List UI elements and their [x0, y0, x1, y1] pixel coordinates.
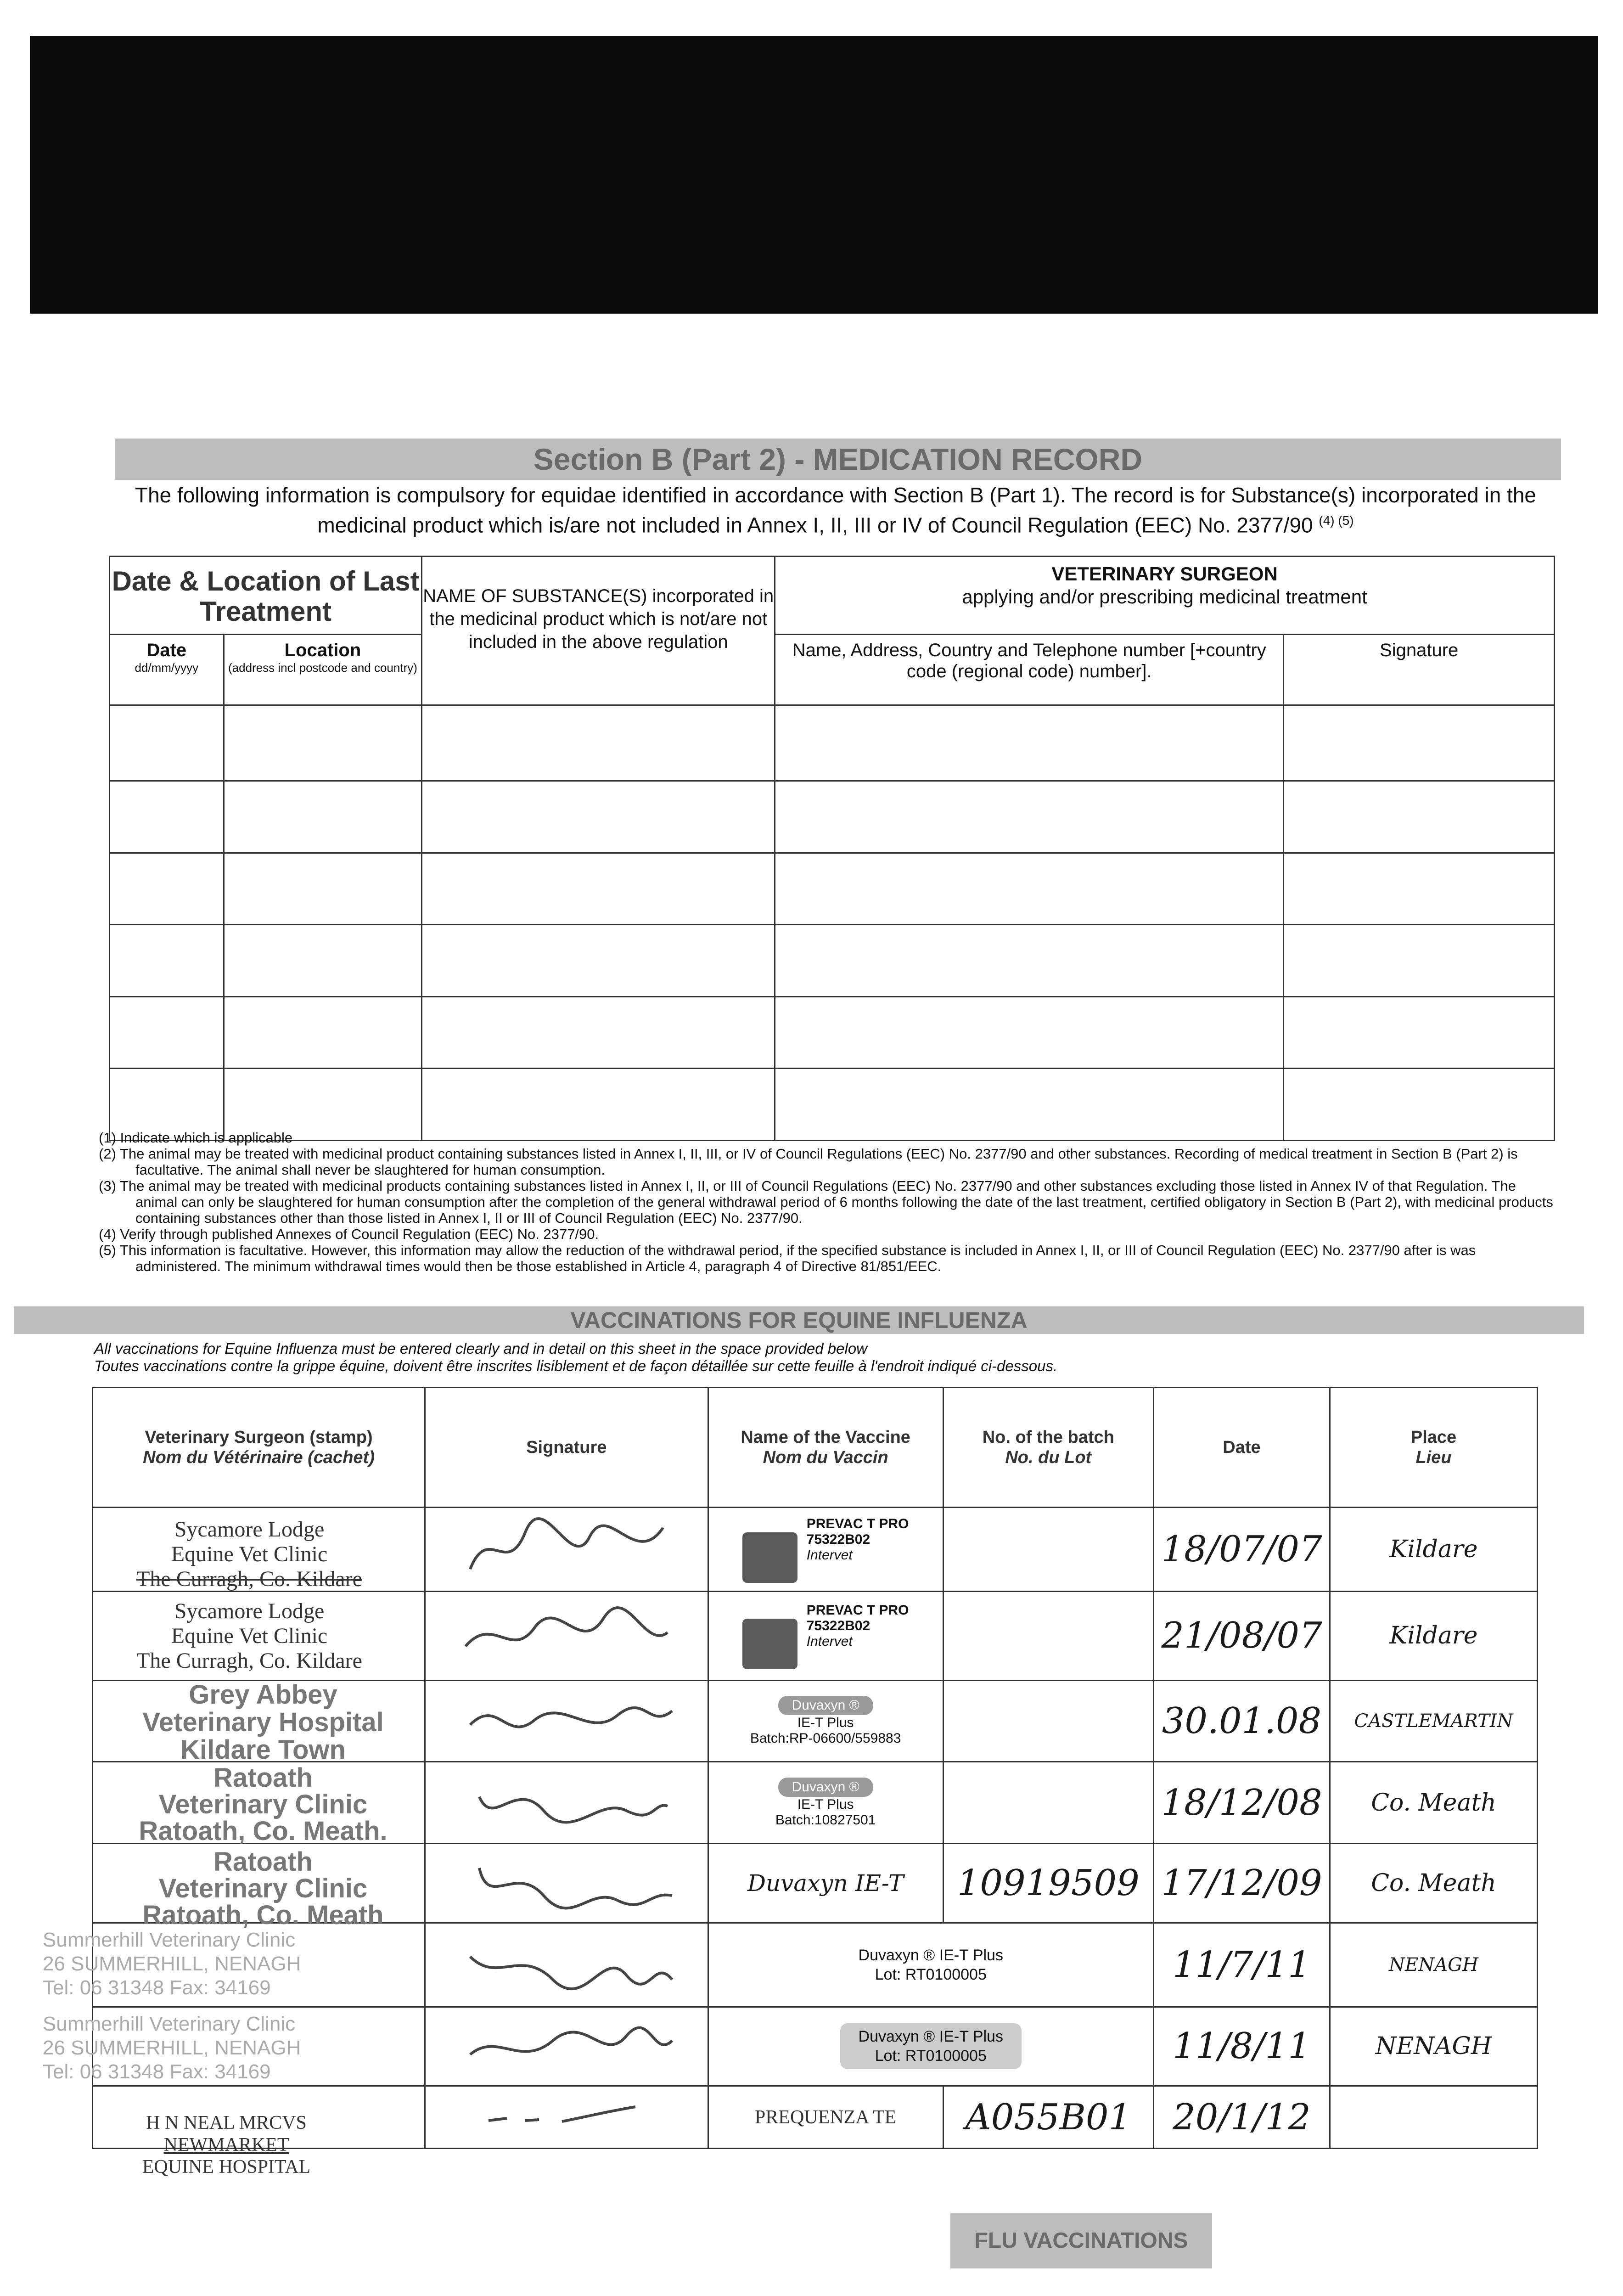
substance-header: NAME OF SUBSTANCE(S) incorporated in the medicinal product which is not/are not included in the above regulation	[422, 557, 775, 705]
stamp-line: H N NEAL MRCVS	[146, 2112, 307, 2134]
med-cell[interactable]	[110, 705, 224, 781]
vaccination-place: Co. Meath	[1371, 1869, 1496, 1897]
flu-batch-header-fr: No. du Lot	[1005, 1448, 1092, 1468]
stamp-line: Veterinary Clinic	[158, 1874, 368, 1904]
med-cell[interactable]	[110, 925, 224, 997]
flu-date-header: Date	[1153, 1388, 1330, 1508]
vaccine-logo-icon	[742, 1532, 797, 1583]
vaccination-place: NENAGH	[1375, 2032, 1492, 2060]
stamp-line: Kildare Town	[180, 1734, 346, 1765]
vaccine-brand: Batch:RP-06600/559883	[750, 1731, 901, 1746]
location-note: (address incl postcode and country)	[228, 660, 417, 675]
vaccination-date: 30.01.08	[1162, 1700, 1322, 1742]
flu-intro-en: All vaccinations for Equine Influenza must be entered clearly and in detail on this sheet in the space provided below	[94, 1340, 868, 1357]
place-cell	[1330, 1762, 1538, 1844]
med-cell[interactable]	[775, 996, 1284, 1069]
stamp-line: Equine Vet Clinic	[171, 1542, 328, 1567]
footnote: (1) Indicate which is applicable	[99, 1130, 293, 1146]
batch-cell	[943, 1762, 1153, 1844]
stamp-line: Veterinary Hospital	[142, 1707, 384, 1737]
place-cell	[1330, 1508, 1538, 1592]
stamp-line: Summerhill Veterinary Clinic	[43, 2012, 296, 2035]
flu-row	[93, 2086, 1538, 2149]
vet-stamp	[93, 1679, 425, 1765]
stamp-line: Ratoath, Co. Meath	[142, 1900, 384, 1930]
batch-number: A055B01	[965, 2096, 1132, 2138]
med-cell[interactable]	[224, 781, 422, 853]
flu-signature-header: Signature	[425, 1388, 708, 1508]
med-cell[interactable]	[775, 705, 1284, 781]
stamp-line: Ratoath, Co. Meath.	[139, 1816, 387, 1846]
date-cell	[1153, 1844, 1330, 1923]
place-cell	[1330, 2007, 1538, 2086]
stamp-line: 26 SUMMERHILL, NENAGH	[43, 1952, 301, 1975]
footnote: (2) The animal may be treated with medicinal product containing substances listed in Annex I, II, III, or IV of Council Regulations (EEC) No. 2377/90 and other substances. Recording of medical treatment in Section B (Part 2) is facultative. The animal shall never be slaughtered for human consumption.	[99, 1146, 1518, 1178]
location-label: Location	[284, 640, 361, 660]
stamp-line: EQUINE HOSPITAL	[142, 2156, 311, 2178]
signature-header: Signature	[1284, 634, 1555, 705]
med-cell[interactable]	[422, 925, 775, 997]
handwritten-signature-icon	[452, 1850, 681, 1914]
vaccination-place: Kildare	[1389, 1622, 1478, 1650]
date-cell	[1153, 1762, 1330, 1844]
vet-stamp	[43, 2007, 425, 2086]
section-title: Section B (Part 2) - MEDICATION RECORD	[115, 439, 1561, 480]
intro-body: The following information is compulsory for equidae identified in accordance with Section B (Part 1). The record is for Substance(s) incorporated in the medicinal product which is/are not included in Annex I, II, III or IV of Council Regulation (EEC) No. 2377/90	[135, 483, 1536, 537]
batch-cell	[943, 1508, 1153, 1592]
place-cell	[1330, 1923, 1538, 2007]
med-cell[interactable]	[224, 853, 422, 925]
vet-header-title: VETERINARY SURGEON	[1051, 563, 1278, 585]
signature-cell[interactable]	[425, 1592, 708, 1680]
stamp-line: The Curragh, Co. Kildare	[136, 1567, 362, 1592]
vaccine-cell	[708, 1680, 943, 1762]
batch-cell	[943, 1844, 1153, 1923]
vaccination-date: 17/12/09	[1161, 1862, 1322, 1904]
flu-batch-header-en: No. of the batch	[982, 1428, 1114, 1447]
handwritten-signature-icon	[452, 2013, 681, 2077]
flu-place-header-fr: Lieu	[1415, 1448, 1452, 1468]
handwritten-signature-icon	[452, 2093, 681, 2139]
vaccine-name: Duvaxyn IE-T	[747, 1869, 904, 1896]
date-cell	[1153, 1680, 1330, 1762]
vaccine-cell	[708, 2086, 943, 2149]
signature-cell[interactable]	[425, 2007, 708, 2086]
vet-name-header: Name, Address, Country and Telephone number [+country code (regional code) number].	[775, 634, 1284, 705]
flu-vet-header-en: Veterinary Surgeon (stamp)	[145, 1428, 373, 1447]
handwritten-signature-icon	[452, 1514, 681, 1583]
med-cell[interactable]	[1284, 705, 1555, 781]
flu-vaccination-table	[43, 1387, 1538, 2178]
vaccine-logo-icon	[742, 1619, 797, 1669]
place-cell	[1330, 2086, 1538, 2149]
vaccination-date: 11/8/11	[1173, 2026, 1311, 2067]
vaccination-date: 18/12/08	[1161, 1782, 1322, 1823]
footnote: (3) The animal may be treated with medicinal products containing substances listed in Annex I, II, or III of Council Regulations (EEC) No. 2377/90 and other substances excluding those listed in Annex IV of that Regulation. The animal can only be slaughtered for human consumption after the completion of the general withdrawal period of 6 months following the date of the last treatment, certified obligatory in Section B (Part 2), with medicinal products containing substances other than those listed in Annex I, II or III of Council Regulation (EEC) No. 2377/90.	[99, 1178, 1553, 1226]
handwritten-signature-icon	[452, 1929, 681, 1998]
med-cell[interactable]	[422, 996, 775, 1069]
date-cell	[1153, 1592, 1330, 1680]
vet-stamp	[93, 1592, 425, 1680]
intro-refs: (4) (5)	[1319, 513, 1354, 528]
stamp-line: Tel: 06 31348 Fax: 34169	[43, 1976, 271, 1999]
vaccination-place: CASTLEMARTIN	[1354, 1711, 1513, 1732]
redacted-header	[30, 36, 1598, 314]
place-cell	[1330, 1844, 1538, 1923]
flu-row	[93, 1923, 1538, 2007]
location-col-header	[224, 634, 422, 705]
flu-section-title: VACCINATIONS FOR EQUINE INFLUENZA	[14, 1306, 1584, 1334]
footnote: (4) Verify through published Annexes of Council Regulation (EEC) No. 2377/90.	[99, 1226, 599, 1242]
vaccine-cell	[708, 1508, 943, 1592]
handwritten-signature-icon	[452, 1688, 681, 1752]
signature-cell[interactable]	[425, 2086, 708, 2149]
vaccine-cell	[708, 1923, 1153, 2007]
signature-cell[interactable]	[425, 1762, 708, 1844]
stamp-line: Ratoath	[213, 1847, 313, 1877]
vaccination-date: 21/08/07	[1161, 1615, 1322, 1657]
flu-intro-fr: Toutes vaccinations contre la grippe équine, doivent être inscrites lisiblement et de façon détaillée sur cette feuille à l'endroit indiqué ci-dessous.	[94, 1357, 1058, 1374]
vaccine-code: Lot: RT0100005	[875, 2047, 987, 2065]
stamp-line: Ratoath	[213, 1763, 313, 1793]
vaccination-date: 20/1/12	[1173, 2096, 1311, 2138]
signature-cell[interactable]	[425, 1844, 708, 1923]
vaccine-name: Duvaxyn ®	[778, 1696, 873, 1715]
date-cell	[1153, 2086, 1330, 2149]
flu-vet-header	[93, 1388, 425, 1508]
date-cell	[1153, 1923, 1330, 2007]
flu-place-header	[1330, 1388, 1538, 1508]
vaccine-name: PREVAC T PRO	[806, 1516, 909, 1531]
med-cell[interactable]	[775, 853, 1284, 925]
vaccine-code: IE-T Plus	[797, 1715, 854, 1731]
vaccine-cell	[708, 1762, 943, 1844]
med-cell[interactable]	[1284, 996, 1555, 1069]
med-cell[interactable]	[110, 781, 224, 853]
stamp-line: Summerhill Veterinary Clinic	[43, 1928, 296, 1951]
stamp-line: Equine Vet Clinic	[171, 1624, 328, 1649]
vet-stamp	[93, 2086, 425, 2178]
vaccination-place: Kildare	[1389, 1536, 1478, 1564]
signature-cell[interactable]	[425, 1680, 708, 1762]
vaccine-brand: Intervet	[806, 1634, 853, 1649]
med-cell[interactable]	[110, 853, 224, 925]
flu-vaccine-header-en: Name of the Vaccine	[741, 1428, 910, 1447]
handwritten-signature-icon	[452, 1769, 681, 1834]
stamp-line: Sycamore Lodge	[174, 1517, 325, 1542]
flu-vaccinations-footer: FLU VACCINATIONS	[950, 2213, 1212, 2268]
stamp-line: 26 SUMMERHILL, NENAGH	[43, 2036, 301, 2059]
batch-number: 10919509	[957, 1862, 1140, 1904]
med-cell[interactable]	[422, 705, 775, 781]
flu-row	[93, 1762, 1538, 1844]
flu-vet-header-fr: Nom du Vétérinaire (cachet)	[143, 1448, 375, 1468]
stamp-line: NEWMARKET	[163, 2134, 289, 2156]
stamp-line: Tel: 06 31348 Fax: 34169	[43, 2060, 271, 2083]
vaccination-date: 18/07/07	[1161, 1529, 1322, 1570]
med-cell[interactable]	[422, 853, 775, 925]
intro-text	[106, 482, 1566, 538]
med-cell[interactable]	[1284, 925, 1555, 997]
date-label: Date	[146, 640, 187, 660]
med-cell[interactable]	[224, 996, 422, 1069]
flu-row	[93, 1508, 1538, 1592]
med-cell[interactable]	[1284, 781, 1555, 853]
vaccine-name: PREQUENZA TE	[754, 2106, 897, 2128]
flu-intro	[94, 1340, 1471, 1375]
date-format: dd/mm/yyyy	[135, 660, 199, 675]
med-cell[interactable]	[110, 996, 224, 1069]
vaccine-brand: Intervet	[806, 1547, 853, 1563]
vaccine-code: 75322B02	[806, 1531, 870, 1547]
stamp-line: Grey Abbey	[189, 1679, 337, 1710]
flu-row	[93, 2007, 1538, 2086]
stamp-line: Sycamore Lodge	[174, 1599, 325, 1624]
vaccine-name: Duvaxyn ® IE-T Plus	[858, 2028, 1003, 2046]
med-cell[interactable]	[775, 781, 1284, 853]
flu-batch-header	[943, 1388, 1153, 1508]
footnotes	[99, 1130, 1559, 1274]
vaccine-name: PREVAC T PRO	[806, 1603, 909, 1618]
med-cell[interactable]	[224, 705, 422, 781]
flu-vaccine-header-fr: Nom du Vaccin	[763, 1448, 888, 1468]
med-cell[interactable]	[1284, 853, 1555, 925]
place-cell	[1330, 1592, 1538, 1680]
vaccine-code: IE-T Plus	[797, 1796, 854, 1812]
vaccination-place: NENAGH	[1389, 1954, 1478, 1975]
vaccine-code: Lot: RT0100005	[875, 1965, 987, 1983]
flu-row	[93, 1592, 1538, 1680]
flu-vaccine-header	[708, 1388, 943, 1508]
vet-stamp	[43, 1923, 425, 2007]
vaccine-cell	[708, 1592, 943, 1680]
date-cell	[1153, 2007, 1330, 2086]
vet-stamp	[93, 1508, 425, 1592]
stamp-line: Veterinary Clinic	[158, 1790, 368, 1820]
date-col-header	[110, 634, 224, 705]
med-cell[interactable]	[775, 925, 1284, 997]
signature-cell[interactable]	[425, 1508, 708, 1592]
med-cell[interactable]	[422, 781, 775, 853]
medication-record-table	[109, 556, 1555, 1141]
vaccine-code: 75322B02	[806, 1618, 870, 1634]
vet-stamp	[93, 1844, 425, 1930]
vaccine-name: Duvaxyn ® IE-T Plus	[858, 1946, 1003, 1964]
stamp-line: The Curragh, Co. Kildare	[136, 1649, 362, 1673]
vaccination-date: 11/7/11	[1173, 1944, 1311, 1986]
vet-header-sub: applying and/or prescribing medicinal treatment	[962, 586, 1367, 608]
vet-header	[775, 557, 1555, 635]
vaccine-brand: Batch:10827501	[775, 1812, 876, 1828]
vaccine-name: Duvaxyn ®	[778, 1778, 873, 1797]
place-cell	[1330, 1680, 1538, 1762]
vaccine-cell	[708, 1844, 943, 1923]
flu-row	[93, 1680, 1538, 1762]
vaccine-cell	[708, 2007, 1153, 2086]
signature-cell[interactable]	[425, 1923, 708, 2007]
flu-row	[93, 1844, 1538, 1923]
flu-place-header-en: Place	[1410, 1428, 1457, 1447]
batch-cell	[943, 1592, 1153, 1680]
vaccination-place: Co. Meath	[1371, 1789, 1496, 1817]
date-location-header: Date & Location of Last Treatment	[110, 557, 422, 635]
handwritten-signature-icon	[452, 1600, 681, 1669]
footnote: (5) This information is facultative. However, this information may allow the reduction of the withdrawal period, if the specified substance is included in Annex I, II, or III of Council Regulation (EEC) No. 2377/90 after is was administered. The minimum withdrawal times would then be those established in Article 4, paragraph 4 of Directive 81/851/EEC.	[99, 1242, 1476, 1274]
date-cell	[1153, 1508, 1330, 1592]
vet-stamp	[93, 1762, 425, 1844]
med-cell[interactable]	[224, 925, 422, 997]
batch-cell	[943, 1680, 1153, 1762]
batch-cell	[943, 2086, 1153, 2149]
